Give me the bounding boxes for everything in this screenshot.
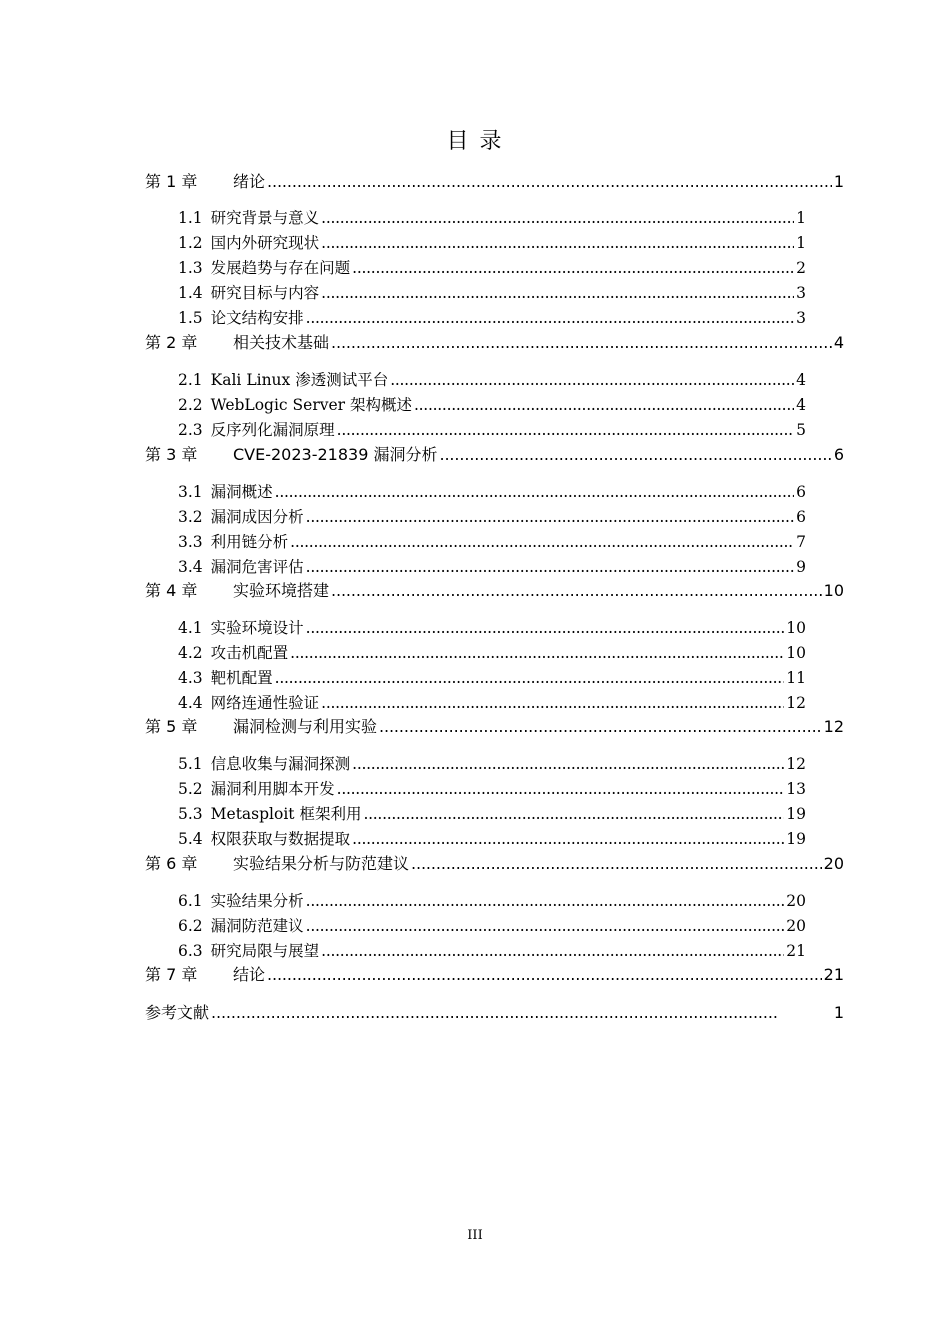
toc-entry-title: 研究局限与展望: [210, 942, 320, 960]
dot-leader: [337, 418, 794, 442]
dot-leader: [321, 206, 794, 230]
toc-page-number: 13: [786, 780, 806, 798]
section-number: 4.2: [178, 644, 203, 662]
toc-entry-title: Metasploit 框架利用: [210, 805, 362, 823]
dot-leader: [306, 505, 794, 529]
section-number: 6.1: [178, 892, 203, 910]
section-number: 2.3: [178, 421, 203, 439]
dot-leader: [321, 231, 794, 255]
toc-entry-title: 攻击机配置: [210, 644, 289, 662]
toc-section-row[interactable]: [178, 256, 806, 280]
toc-entry-title: CVE-2023-21839 漏洞分析: [233, 445, 438, 464]
toc-page-number: 12: [786, 755, 806, 773]
toc-entry-title: 漏洞成因分析: [210, 508, 304, 526]
toc-section-row[interactable]: [178, 231, 806, 255]
dot-leader: [363, 802, 784, 826]
toc-section-row[interactable]: [178, 555, 806, 579]
chapter-number: 第 5 章: [145, 717, 198, 736]
dot-leader: [352, 827, 784, 851]
toc-page-number: 1: [833, 172, 844, 191]
toc-entry-title: 实验环境搭建: [233, 581, 330, 600]
toc-section-row[interactable]: [178, 939, 806, 963]
dot-leader: [275, 666, 785, 690]
section-number: 6.3: [178, 942, 203, 960]
dot-leader: [352, 256, 794, 280]
toc-entry-title: 信息收集与漏洞探测: [210, 755, 351, 773]
toc-section-row[interactable]: [178, 206, 806, 230]
toc-page-number: 10: [823, 581, 844, 600]
toc-entry-title: 发展趋势与存在问题: [210, 259, 351, 277]
section-number: 1.1: [178, 209, 203, 227]
toc-page-number: 4: [833, 333, 844, 352]
toc-section-row[interactable]: [178, 616, 806, 640]
toc-section-row[interactable]: [178, 889, 806, 913]
dot-leader: [390, 368, 794, 392]
section-number: 3.4: [178, 558, 203, 576]
section-number: 6.2: [178, 917, 203, 935]
toc-page-number: 19: [786, 830, 806, 848]
toc-chapter-row[interactable]: [145, 443, 844, 467]
toc-entry-title: 研究目标与内容: [210, 284, 320, 302]
toc-entry-title: WebLogic Server 架构概述: [210, 396, 412, 414]
dot-leader: [439, 443, 831, 467]
toc-chapter-row[interactable]: [145, 331, 844, 355]
toc-entry-title: 靶机配置: [210, 669, 273, 687]
toc-entry-title: 漏洞检测与利用实验: [233, 717, 378, 736]
chapter-number: 第 3 章: [145, 445, 198, 464]
dot-leader: [306, 555, 794, 579]
dot-leader: [306, 914, 785, 938]
toc-chapter-row[interactable]: [145, 579, 844, 603]
toc-references-row[interactable]: [145, 1001, 844, 1025]
section-number: 3.2: [178, 508, 203, 526]
dot-leader: [306, 889, 785, 913]
page-title: 目 录: [446, 129, 504, 154]
toc-entry-title: 漏洞危害评估: [210, 558, 304, 576]
toc-page-number: 6: [796, 483, 806, 501]
dot-leader: [321, 691, 784, 715]
toc-entry-title: 结论: [233, 965, 266, 984]
page-number-footer: III: [467, 1228, 483, 1243]
toc-page-number: 21: [823, 965, 844, 984]
toc-entry-title: 利用链分析: [210, 533, 289, 551]
toc-chapter-row[interactable]: [145, 852, 844, 876]
toc-section-row[interactable]: [178, 777, 806, 801]
toc-page-number: 1: [796, 209, 806, 227]
dot-leader: [275, 480, 794, 504]
toc-page-number: 1: [796, 234, 806, 252]
toc-entry-title: 漏洞概述: [210, 483, 273, 501]
toc-section-row[interactable]: [178, 752, 806, 776]
toc-chapter-row[interactable]: [145, 963, 844, 987]
toc-page-number: 4: [796, 371, 806, 389]
chapter-number: 第 4 章: [145, 581, 198, 600]
toc-page-number: 2: [796, 259, 806, 277]
dot-leader: [306, 306, 794, 330]
toc-entry-title: 反序列化漏洞原理: [210, 421, 335, 439]
dot-leader: [306, 616, 785, 640]
toc-section-row[interactable]: [178, 281, 806, 305]
chapter-number: 第 1 章: [145, 172, 198, 191]
toc-section-row[interactable]: [178, 368, 806, 392]
toc-section-row[interactable]: [178, 914, 806, 938]
section-number: 4.4: [178, 694, 203, 712]
toc-chapter-row[interactable]: [145, 715, 844, 739]
toc-section-row[interactable]: [178, 641, 806, 665]
toc-entry-title: 参考文献: [145, 1003, 210, 1022]
toc-page-number: 20: [786, 917, 806, 935]
toc-section-row[interactable]: [178, 802, 806, 826]
section-number: 5.3: [178, 805, 203, 823]
toc-page-number: 6: [833, 445, 844, 464]
toc-page-number: 5: [796, 421, 806, 439]
toc-entry-title: 网络连通性验证: [210, 694, 320, 712]
dot-leader: [379, 715, 822, 739]
section-number: 4.3: [178, 669, 203, 687]
toc-entry-title: 研究背景与意义: [210, 209, 320, 227]
toc-page-number: 19: [786, 805, 806, 823]
toc-entry-title: 实验环境设计: [210, 619, 304, 637]
dot-leader: [331, 331, 832, 355]
section-number: 4.1: [178, 619, 203, 637]
section-number: 1.4: [178, 284, 203, 302]
toc-page-number: 20: [786, 892, 806, 910]
section-number: 3.3: [178, 533, 203, 551]
section-number: 2.1: [178, 371, 203, 389]
toc-entry-title: 论文结构安排: [210, 309, 304, 327]
section-number: 1.3: [178, 259, 203, 277]
toc-section-row[interactable]: [178, 505, 806, 529]
dot-leader: [411, 852, 822, 876]
dot-leader: [211, 1001, 832, 1025]
chapter-number: 第 7 章: [145, 965, 198, 984]
dot-leader: [321, 939, 784, 963]
dot-leader: [337, 777, 785, 801]
toc-section-row[interactable]: [178, 480, 806, 504]
section-number: 2.2: [178, 396, 203, 414]
toc-page-number: 4: [796, 396, 806, 414]
toc-page-number: 12: [786, 694, 806, 712]
toc-section-row[interactable]: [178, 530, 806, 554]
toc-page-number: 9: [796, 558, 806, 576]
toc-entry-title: 漏洞利用脚本开发: [210, 780, 335, 798]
section-number: 1.5: [178, 309, 203, 327]
section-number: 5.1: [178, 755, 203, 773]
toc-entry-title: 国内外研究现状: [210, 234, 320, 252]
toc-section-row[interactable]: [178, 418, 806, 442]
dot-leader: [321, 281, 794, 305]
toc-page-number: 21: [786, 942, 806, 960]
section-number: 1.2: [178, 234, 203, 252]
dot-leader: [352, 752, 784, 776]
toc-entry-title: 权限获取与数据提取: [210, 830, 351, 848]
chapter-number: 第 2 章: [145, 333, 198, 352]
toc-page-number: 3: [796, 309, 806, 327]
toc-page-number: 10: [786, 619, 806, 637]
toc-section-row[interactable]: [178, 393, 806, 417]
toc-page-number: 11: [786, 669, 806, 687]
toc-entry-title: 相关技术基础: [233, 333, 330, 352]
dot-leader: [331, 579, 822, 603]
toc-page-number: 7: [796, 533, 806, 551]
dot-leader: [414, 393, 794, 417]
toc-section-row[interactable]: [178, 306, 806, 330]
toc-section-row[interactable]: [178, 666, 806, 690]
dot-leader: [267, 170, 832, 194]
toc-entry-title: Kali Linux 渗透测试平台: [210, 371, 389, 389]
toc-section-row[interactable]: [178, 827, 806, 851]
toc-page-number: 3: [796, 284, 806, 302]
toc-page-number: 10: [786, 644, 806, 662]
toc-section-row[interactable]: [178, 691, 806, 715]
toc-page-number: 20: [823, 854, 844, 873]
toc-entry-title: 漏洞防范建议: [210, 917, 304, 935]
section-number: 5.2: [178, 780, 203, 798]
section-number: 3.1: [178, 483, 203, 501]
toc-page-number: 12: [823, 717, 844, 736]
toc-page-number: 6: [796, 508, 806, 526]
section-number: 5.4: [178, 830, 203, 848]
toc-chapter-row[interactable]: [145, 170, 844, 194]
toc-page-number: 1: [833, 1003, 844, 1022]
toc-entry-title: 实验结果分析: [210, 892, 304, 910]
toc-entry-title: 实验结果分析与防范建议: [233, 854, 410, 873]
dot-leader: [267, 963, 822, 987]
toc-entry-title: 绪论: [233, 172, 266, 191]
chapter-number: 第 6 章: [145, 854, 198, 873]
dot-leader: [290, 641, 784, 665]
dot-leader: [290, 530, 794, 554]
